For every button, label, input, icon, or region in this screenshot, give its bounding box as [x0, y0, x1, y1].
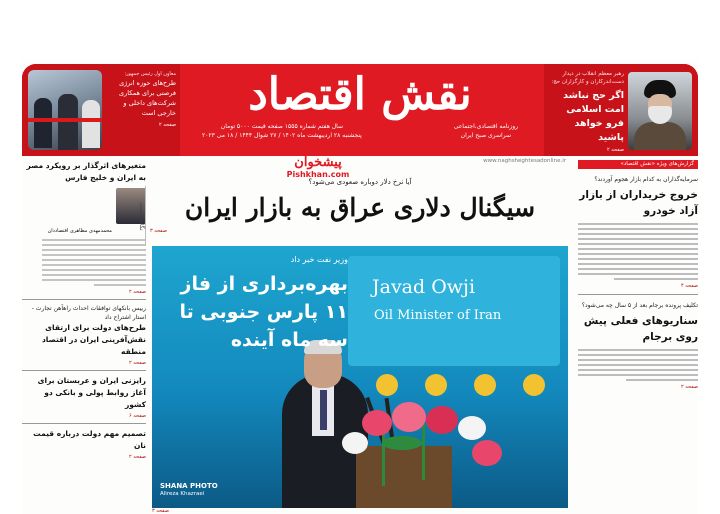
right-story1-body [578, 223, 698, 280]
sub-masthead-strip [152, 156, 568, 178]
brand-name: نقش اقتصاد [248, 69, 472, 120]
left-block-headline[interactable]: طرح‌های حوزه انرژی فرصتی برای همکاری شرکت‌های داخلی و خارجی است [119, 79, 176, 117]
right-story2-headline[interactable]: سناریوهای فعلی پیش روی برجام [583, 315, 698, 343]
newspaper-front-page [22, 60, 698, 514]
left-block-page-ref: صفحه ۲ [159, 122, 176, 128]
left-story2-kicker: رییس بانکهای توافقات احداث راهآهن تجارت - استار اشتراح داد [31, 305, 146, 321]
left-story2-headline[interactable]: طرح‌های دولت برای ارتقای نقش‌آفرینی ایران در اقتصاد منطقه [41, 323, 146, 356]
main-headline[interactable]: سیگنال دلاری عراق به بازار ایران [184, 193, 536, 222]
banner-name: Javad Owji [372, 276, 476, 298]
right-block-page-ref: صفحه ۲ [607, 147, 624, 153]
right-story2-body [578, 349, 698, 381]
side-label: نگاه نخست [132, 186, 146, 246]
masthead-right-block [544, 64, 698, 156]
left-story4-headline[interactable]: تصمیم مهم دولت درباره قیمت نان [33, 429, 146, 450]
brand-area: سراسری صبح ایران [460, 132, 512, 139]
right-column [578, 160, 698, 512]
right-story1-kicker: سرمایه‌گذاران به کدام بازار هجوم آوردند؟ [594, 176, 698, 183]
photo-headline[interactable]: بهره‌برداری از فاز ۱۱ پارس جنوبی تا سه ماه آینده [179, 273, 348, 351]
left-story4-page-ref: صفحه ۲ [129, 454, 146, 460]
left-story1-body [42, 239, 146, 286]
author-name: محمدمهدی مظاهری اقتصاددان [47, 228, 112, 234]
photo-kicker: وزیر نفت خبر داد [290, 255, 348, 264]
left-story1-headline[interactable]: متغیرهای اثرگذار بر رویکرد مصر به ایران و خلیج فارس [26, 161, 146, 182]
photo-page-ref: صفحه ۳ [152, 508, 169, 514]
masthead [22, 64, 698, 156]
site-url[interactable]: www.naghsheghtesadonline.ir [483, 158, 566, 164]
right-story1-headline[interactable]: خروج خریداران از بازار آزاد خودرو [579, 189, 698, 217]
photo-credit: SHANA PHOTO Alireza Khazraei [160, 482, 218, 497]
left-story2-page-ref: صفحه ۲ [129, 360, 146, 366]
special-reports-bar: گزارش‌های ویژه «نقش اقتصاد» [578, 160, 698, 169]
issue-line: سال هفتم شماره ۱۵۵۵ صفحه قیمت ۵۰۰۰ تومان [220, 123, 343, 130]
main-photo[interactable] [152, 246, 568, 508]
brand [192, 70, 528, 140]
right-story2-kicker: تکلیف پرونده برجام بعد از ۵ سال چه می‌شود؟ [581, 302, 698, 309]
right-block-kicker: رهبر معظم انقلاب در دیدار دست‌اندرکاران و کارگزاران حج: [551, 71, 624, 85]
leader-photo [628, 72, 692, 150]
left-story1-page-ref: صفحه ۲ [129, 289, 146, 295]
right-block-headline[interactable]: اگر حج نباشد امت اسلامی فرو خواهد پاشید [563, 90, 624, 143]
banner-title: Oil Minister of Iran [374, 308, 502, 323]
pishkhan-watermark: پیشخوان Pishkhan.com [286, 155, 350, 179]
flower-arrangement [322, 396, 522, 508]
masthead-left-block [22, 64, 180, 156]
main-kicker: آیا نرخ دلار دوباره صعودی می‌شود؟ [308, 178, 412, 186]
left-story3-page-ref: صفحه ۶ [129, 413, 146, 419]
right-story2-page-ref: صفحه ۲ [681, 384, 698, 390]
author-block [22, 188, 146, 235]
left-story3-headline[interactable]: رایزنی ایران و عربستان برای آغاز روابط پولی و بانکی دو کشور [37, 376, 146, 409]
left-column [22, 160, 146, 512]
main-page-ref: صفحه ۳ [150, 228, 167, 234]
brand-tagline: روزنامه اقتصادی،اجتماعی [453, 123, 518, 130]
date-line: پنجشنبه ۲۸ اردیبهشت ماه ۱۴۰۲ / ۲۷ شوال ۱۴۴۴ / ۱۸ می ۲۰۲۳ [202, 132, 362, 139]
left-block-kicker: معاون اول رئیس جمهور: [124, 71, 176, 77]
right-story1-page-ref: صفحه ۴ [681, 283, 698, 289]
ribbon-ceremony-photo [28, 70, 102, 150]
